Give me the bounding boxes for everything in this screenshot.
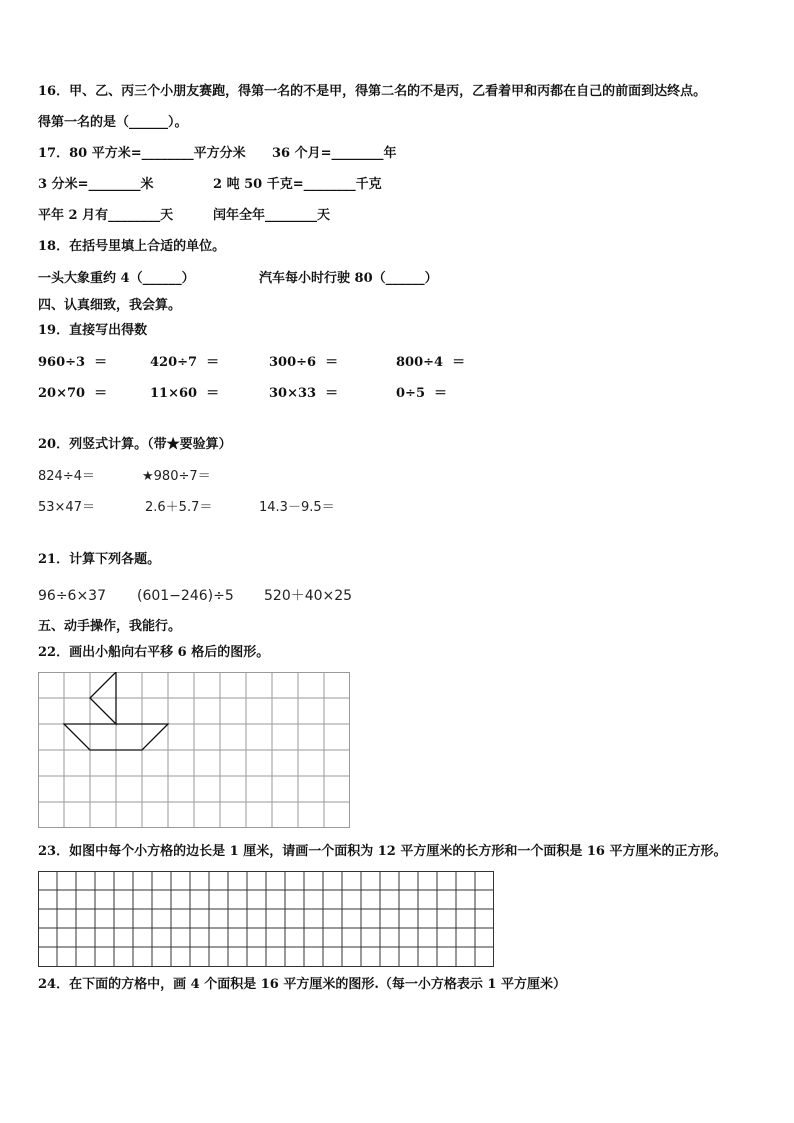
q17-row3-a: 平年 2 月有________天: [38, 208, 174, 223]
q19-r1-c3: 300÷6 ＝: [269, 355, 339, 370]
q19-r2-c1: 20×70 ＝: [38, 386, 108, 401]
q22-title: 22．画出小船向右平移 6 格后的图形。: [38, 645, 270, 660]
q18-item-a: 一头大象重约 4（______）: [38, 271, 195, 286]
q19-r1-c2: 420÷7 ＝: [150, 355, 220, 370]
q20-r1-c2: ★980÷7＝: [142, 469, 211, 484]
q21-item-3: 520＋40×25: [264, 588, 353, 604]
q18-item-b: 汽车每小时行驶 80（______）: [259, 271, 438, 286]
q20-title: 20．列竖式计算。（带★要验算）: [38, 437, 232, 452]
q21-title: 21．计算下列各题。: [38, 552, 161, 567]
boat-grid: [38, 672, 350, 828]
q17-row1-a: 17．80 平方米=________平方分米: [38, 146, 246, 161]
q18-title: 18．在括号里填上合适的单位。: [38, 239, 226, 254]
section-5-heading: 五、动手操作，我能行。: [38, 619, 182, 634]
q21-item-1: 96÷6×37: [38, 588, 106, 604]
q20-r2-c2: 2.6＋5.7＝: [145, 500, 213, 515]
q17-row2-b: 2 吨 50 千克=________千克: [213, 177, 382, 192]
q17-row3-b: 闰年全年________天: [213, 208, 331, 223]
q20-r1-c1: 824÷4＝: [38, 469, 95, 484]
q20-r2-c1: 53×47＝: [38, 500, 95, 515]
q19-title: 19．直接写出得数: [38, 323, 148, 338]
q19-r1-c1: 960÷3 ＝: [38, 355, 108, 370]
q19-r1-c4: 800÷4 ＝: [396, 355, 466, 370]
q16-line1: 16．甲、乙、丙三个小朋友赛跑，得第一名的不是甲，得第二名的不是丙，乙看着甲和丙都在自己的前面到达终点。: [38, 84, 707, 99]
q21-item-2: (601−246)÷5: [137, 588, 234, 604]
q16-line2: 得第一名的是（______）。: [38, 115, 188, 130]
q23-title: 23．如图中每个小方格的边长是 1 厘米，请画一个面积为 12 平方厘米的长方形和一个面积是 16 平方厘米的正方形。: [38, 844, 727, 859]
q17-row1-b: 36 个月=________年: [272, 146, 397, 161]
q19-r2-c4: 0÷5 ＝: [396, 386, 448, 401]
q24-title: 24．在下面的方格中，画 4 个面积是 16 平方厘米的图形.（每一小方格表示 1 平方厘米）: [38, 977, 566, 992]
q19-r2-c2: 11×60 ＝: [150, 386, 220, 401]
q20-r2-c3: 14.3－9.5＝: [259, 500, 335, 515]
q23-grid: [38, 871, 494, 967]
q19-r2-c3: 30×33 ＝: [269, 386, 339, 401]
section-4-heading: 四、认真细致，我会算。: [38, 298, 182, 313]
q17-row2-a: 3 分米=________米: [38, 177, 154, 192]
